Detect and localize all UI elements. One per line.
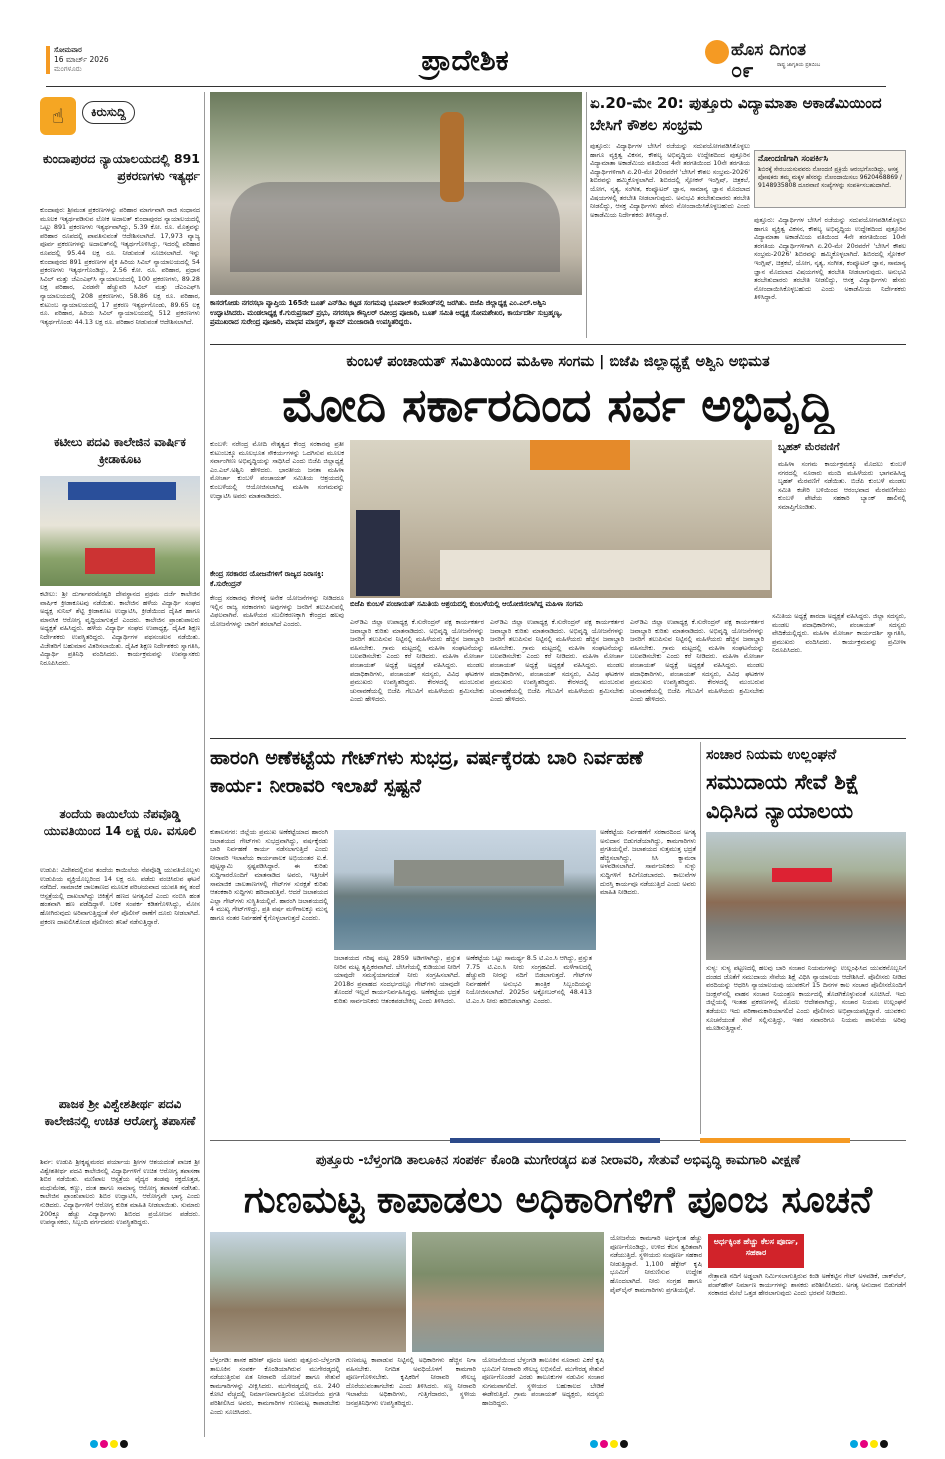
day-label: ಸೋಮವಾರ bbox=[54, 46, 82, 54]
top-meeting-photo bbox=[210, 92, 582, 295]
brand-logo bbox=[705, 40, 885, 84]
main-body-right: ಸಮಿತಿಯ ಅಧ್ಯಕ್ಷೆ ಶಾರದಾ ಅಧ್ಯಕ್ಷತೆ ವಹಿಸಿದ್ದರು. ಜಿಲ್ಲಾ ಸದಸ್ಯರು, ಮಂಡಲ ಪದಾಧಿಕಾರಿಗಳು, ಪಂಚಾಯತ್ ಸದಸ್ಯರು ವೇದಿಕೆಯಲ್ಲಿದ್ದರು. ಮಹಿಳಾ ಮೋರ್ಚಾ ಕಾರ್ಯದರ್ಶಿ ಸ್ವಾಗತಿಸಿ, ಪ್ರಮುಖರು ವಂದಿಸಿದರು. ಕಾರ್ಯಕ್ರಮವನ್ನು ಪ್ರಮೀಳಾ ನಿರೂಪಿಸಿದರು. bbox=[772, 612, 906, 655]
vidyamata-body-1: ಪುತ್ತೂರು: ವಿದ್ಯಾರ್ಥಿಗಳ ಬೇಸಿಗೆ ರಜೆಯನ್ನು ಸದುಪಯೋಗಪಡಿಸಿಕೊಳ್ಳಲು ಹಾಗೂ ವ್ಯಕ್ತಿತ್ವ ವಿಕಸನ, ಕೌಶಲ್ಯ ಅಭಿವೃದ್ಧಿಯ ಉದ್ದೇಶದಿಂದ ಪುತ್ತೂರಿನ ವಿದ್ಯಾಮಾತಾ ಅಕಾಡೆಮಿಯ ವತಿಯಿಂದ 4ನೇ ತರಗತಿಯಿಂದ 10ನೇ ತರಗತಿಯ ವಿದ್ಯಾರ್ಥಿಗಳಿಗಾಗಿ ಏ.20-ಮೇ 20ರವರೆಗೆ 'ಬೇಸಿಗೆ ಕೌಶಲ ಸಂಭ್ರಮ-2026' ಶಿಬಿರವನ್ನು ಹಮ್ಮಿಕೊಳ್ಳಲಾಗಿದೆ. ಶಿಬಿರದಲ್ಲಿ ಸ್ಪೋಕನ್ ಇಂಗ್ಲಿಷ್, ಚಿತ್ರಕಲೆ, ಯೋಗ, ನೃತ್ಯ, ಸಂಗೀತ, ಕಂಪ್ಯೂಟರ್ ಜ್ಞಾನ, ಸಾಮಾನ್ಯ ಜ್ಞಾನ ಮೊದಲಾದ ವಿಷಯಗಳಲ್ಲಿ ತರಬೇತಿ ನೀಡಲಾಗುವುದು. ಅನುಭವಿ ತರಬೇತುದಾರರು ತರಬೇತಿ ನೀಡಲಿದ್ದು, ಆಸಕ್ತ ವಿದ್ಯಾರ್ಥಿಗಳು ಹೆಸರು ನೋಂದಾಯಿಸಿಕೊಳ್ಳಬಹುದು ಎಂದು ಅಕಾಡೆಮಿಯ ನಿರ್ದೇಶಕರು ತಿಳಿಸಿದ್ದಾರೆ. bbox=[590, 142, 750, 219]
bottom-headline: ಗುಣಮಟ್ಟ ಕಾಪಾಡಲು ಅಧಿಕಾರಿಗಳಿಗೆ ಪೂಂಜ ಸೂಚನೆ bbox=[243, 1178, 873, 1221]
shop-sign-shape bbox=[772, 868, 832, 882]
stage-table-shape bbox=[440, 550, 770, 590]
dot-black bbox=[120, 1440, 128, 1448]
contact-heading: ನೋಂದಣಿಗಾಗಿ ಸಂಪರ್ಕಿಸಿ bbox=[758, 154, 829, 164]
dot-black bbox=[620, 1440, 628, 1448]
mahila-photo-caption: ಬಿಜೆಪಿ ಕುಂಬಳೆ ಪಂಚಾಯತ್ ಸಮಿತಿಯ ಆಶ್ರಯದಲ್ಲಿ ಕುಂಬಳೆಯಲ್ಲಿ ಆಯೋಜಿಸಲಾಗಿದ್ದ ಮಹಿಳಾ ಸಂಗಮ bbox=[350, 600, 583, 608]
dam-body-2: ಜಲಾಶಯದ ಗರಿಷ್ಠ ಮಟ್ಟ 2859 ಅಡಿಗಳಾಗಿದ್ದು, ಪ್ರಸ್ತುತ ನೀರಿನ ಮಟ್ಟ ತೃಪ್ತಿಕರವಾಗಿದೆ. ಬೇಸಿಗೆಯಲ್ಲಿ ಕುಡಿಯುವ ನೀರಿಗೆ ಯಾವುದೇ ಸಮಸ್ಯೆಯಾಗದಂತೆ ನೀರು ಸಂಗ್ರಹಿಸಲಾಗಿದೆ. 2018ರ ಪ್ರವಾಹದ ಸಂದರ್ಭದಲ್ಲೂ ಗೇಟ್‌ಗಳು ಯಾವುದೇ ತೊಂದರೆ ಇಲ್ಲದೆ ಕಾರ್ಯನಿರ್ವಹಿಸಿದ್ದವು. ಅಣೆಕಟ್ಟೆಯ ಭದ್ರತೆ ಕುರಿತು ಸಾರ್ವಜನಿಕರು ಆತಂಕಪಡಬೇಕಿಲ್ಲ ಎಂದು ತಿಳಿಸಿದರು. bbox=[334, 954, 460, 1005]
procession-body: ಮಹಿಳಾ ಸಂಗಮ ಕಾರ್ಯಕ್ರಮಕ್ಕೂ ಮೊದಲು ಕುಂಬಳೆ ನಗರದಲ್ಲಿ ನೂರಾರು ಮಂದಿ ಮಹಿಳೆಯರು ಭಾಗವಹಿಸಿದ್ದ ಬೃಹತ್ ಮೆರವಣಿಗೆ ನಡೆಯಿತು. ಬಿಜೆಪಿ ಕುಂಬಳೆ ಮಂಡಲ ಸಮಿತಿ ಕಚೇರಿ ಬಳಿಯಿಂದ ಆರಂಭವಾದ ಮೆರವಣಿಗೆಯು ಕುಂಬಳೆ ಪೇಟೆಯ ಸಹಕಾರಿ ಬ್ಯಾಂಕ್ ಹಾಲಿನಲ್ಲಿ ಸಮಾಪ್ತಿಗೊಂಡಿತು. bbox=[778, 460, 906, 511]
dot-cyan bbox=[590, 1440, 598, 1448]
dot-magenta bbox=[100, 1440, 108, 1448]
bottom-rule-accent bbox=[210, 1138, 906, 1144]
court-body: ಸುಳ್ಯ: ಸುಳ್ಯ ಪಟ್ಟಣದಲ್ಲಿ ಹಲವು ಬಾರಿ ಸಂಚಾರ ನಿಯಮಗಳನ್ನು ಉಲ್ಲಂಘಿಸಿದ ಯುವಕನೊಬ್ಬನಿಗೆ ದಂಡದ ಜೊತೆಗೆ ಸಮುದಾಯ ಸೇವೆಯ ಶಿಕ್ಷೆ ವಿಧಿಸಿ ನ್ಯಾಯಾಲಯ ಆದೇಶಿಸಿದೆ. ಪೊಲೀಸರು ನೀಡಿದ ವರದಿಯನ್ನು ಆಧರಿಸಿ ನ್ಯಾಯಾಲಯವು ಯುವಕನಿಗೆ 15 ದಿನಗಳ ಕಾಲ ಸಂಚಾರ ಪೊಲೀಸರೊಂದಿಗೆ ಜಂಕ್ಷನ್‌ನಲ್ಲಿ ವಾಹನ ಸಂಚಾರ ನಿಯಂತ್ರಣ ಕಾರ್ಯದಲ್ಲಿ ತೊಡಗಿಕೊಳ್ಳುವಂತೆ ಸೂಚಿಸಿದೆ. ಇದು ಜಿಲ್ಲೆಯಲ್ಲಿ ಇಂತಹ ಪ್ರಕರಣಗಳಲ್ಲಿ ಮೊದಲ ಆದೇಶವಾಗಿದ್ದು, ಸಂಚಾರ ನಿಯಮ ಉಲ್ಲಂಘನೆ ತಡೆಯಲು ಇದು ಪರಿಣಾಮಕಾರಿಯಾಗಲಿದೆ ಎಂದು ಪೊಲೀಸರು ಅಭಿಪ್ರಾಯಪಟ್ಟಿದ್ದಾರೆ. ಯುವಕನು ಸೂಚನೆಯಂತೆ ಸೇವೆ ಸಲ್ಲಿಸುತ್ತಿದ್ದು, ಇತರ ಸವಾರರಿಗೂ ನಿಯಮ ಪಾಲನೆಯ ಅರಿವು ಮೂಡಿಸುತ್ತಿದ್ದಾನೆ. bbox=[706, 964, 906, 1033]
registration-dots bbox=[90, 1440, 130, 1450]
dot-yellow bbox=[110, 1440, 118, 1448]
pointing-hand-icon: ☝ bbox=[40, 97, 76, 135]
section-title: ಪ್ರಾದೇಶಿಕ bbox=[421, 43, 509, 77]
dot-yellow bbox=[870, 1440, 878, 1448]
mid-rule-2 bbox=[210, 738, 906, 739]
story-kateel-headline: ಕಟೀಲು ಪದವಿ ಕಾಲೇಜಿನ ವಾರ್ಷಿಕ ಕ್ರೀಡಾಕೂಟ bbox=[54, 435, 186, 466]
left-column-divider bbox=[204, 92, 205, 1437]
bottom-body-5: ನೇತ್ರಾವತಿ ನದಿಗೆ ಅಡ್ಡಲಾಗಿ ನಿರ್ಮಿಸಲಾಗುತ್ತಿರುವ ಕಿಂಡಿ ಅಣೆಕಟ್ಟಿನ ಗೇಟ್ ಅಳವಡಿಕೆ, ಜಾಕ್‌ವೆಲ್, ಪಂಪ್‌ಹೌಸ್ ನಿರ್ಮಾಣ ಕಾರ್ಯಗಳನ್ನು ಶಾಸಕರು ಪರಿಶೀಲಿಸಿದರು. ಅಗತ್ಯ ಅನುದಾನ ಬಿಡುಗಡೆಗೆ ಸರಕಾರದ ಮೇಲೆ ಒತ್ತಡ ಹೇರಲಾಗುವುದು ಎಂದು ಭರವಸೆ ನೀಡಿದರು. bbox=[708, 1272, 906, 1298]
traffic-photo bbox=[706, 832, 906, 960]
mahila-sangama-photo bbox=[350, 440, 772, 598]
main-body-col-2: ಎನ್‌ಡಿಎ ಜಿಲ್ಲಾ ಉಪಾಧ್ಯಕ್ಷ ಕೆ.ಸುರೇಂದ್ರನ್ ಪಕ್ಷ ಕಾರ್ಯಕರ್ತರ ಜವಾಬ್ದಾರಿ ಕುರಿತು ಮಾತನಾಡಿದರು. ಅಭಿವೃದ್ಧಿ ಯೋಜನೆಗಳನ್ನು ಜನರಿಗೆ ತಲುಪಿಸುವ ನಿಟ್ಟಿನಲ್ಲಿ ಮಹಿಳೆಯರು ಹೆಚ್ಚಿನ ಜವಾಬ್ದಾರಿ ವಹಿಸಬೇಕು. ಗ್ರಾಮ ಮಟ್ಟದಲ್ಲಿ ಮಹಿಳಾ ಸಂಘಟನೆಯನ್ನು ಬಲಪಡಿಸಬೇಕು ಎಂದು ಕರೆ ನೀಡಿದರು. ಮಹಿಳಾ ಮೋರ್ಚಾ ಪಂಚಾಯತ್ ಅಧ್ಯಕ್ಷೆ ಅಧ್ಯಕ್ಷತೆ ವಹಿಸಿದ್ದರು. ಮಂಡಲ ಪದಾಧಿಕಾರಿಗಳು, ಪಂಚಾಯತ್ ಸದಸ್ಯರು, ವಿವಿಧ ಘಟಕಗಳ ಪ್ರಮುಖರು ಉಪಸ್ಥಿತರಿದ್ದರು. ಕೇರಳದಲ್ಲಿ ಮುಂಬರುವ ಚುನಾವಣೆಯಲ್ಲಿ ಬಿಜೆಪಿ ಗೆಲುವಿಗೆ ಮಹಿಳೆಯರು ಶ್ರಮಿಸಬೇಕು ಎಂದು ಹೇಳಿದರು. bbox=[490, 618, 624, 704]
contact-box bbox=[754, 150, 906, 208]
vidyamata-headline: ಏ.20-ಮೇ 20: ಪುತ್ತೂರು ವಿದ್ಯಾಮಾತಾ ಅಕಾಡೆಮಿಯಿಂದ ಬೇಸಿಗೆ ಕೌಶಲ ಸಂಭ್ರಮ bbox=[590, 94, 882, 134]
procession-heading: ಬೃಹತ್ ಮೆರವಣಿಗೆ bbox=[778, 442, 840, 453]
box-heading: ಅರ್ಧಕ್ಕಿಂತ ಹೆಚ್ಚು ಕೆಲಸ ಪೂರ್ಣ, ಸಹಕಾರ bbox=[708, 1234, 804, 1268]
photo-crowd-shape bbox=[230, 182, 560, 272]
kirusuddi-label: ಕಿರುಸುದ್ದಿ bbox=[82, 101, 135, 124]
page-number: ೦೯ bbox=[731, 58, 754, 82]
contact-body: ಶಿಬಿರಕ್ಕೆ ಸೇರಬಯಸುವವರು ನೋಂದಣಿ ಪ್ರಕ್ರಿಯೆ ಆರಂಭಗೊಂಡಿದ್ದು, ಆಸಕ್ತ ಪೋಷಕರು ತಮ್ಮ ಮಕ್ಕಳ ಹೆಸರನ್ನು ನೋಂದಾಯಿಸಲು 9620468869 / 9148935808 ದೂರವಾಣಿ ಸಂಖ್ಯೆಗಳನ್ನು ಸಂಪರ್ಕಿಸಬಹುದಾಗಿದೆ. bbox=[758, 166, 902, 189]
dot-magenta bbox=[860, 1440, 868, 1448]
brand-name: ಹೊಸ ದಿಗಂತ bbox=[731, 40, 806, 60]
brand-circle-icon bbox=[705, 40, 729, 64]
sports-photo bbox=[40, 476, 200, 586]
dam-court-divider bbox=[700, 742, 701, 1134]
dam-headline: ಹಾರಂಗಿ ಅಣೆಕಟ್ಟೆಯ ಗೇಟ್‌ಗಳು ಸುಭದ್ರ, ವರ್ಷಕ್ಕೆರಡು ಬಾರಿ ನಿರ್ವಹಣೆ ಕಾರ್ಯ: ನೀರಾವರಿ ಇಲಾಖೆ ಸ್ಪಷ್ಟನೆ bbox=[210, 747, 644, 797]
story-kateel-body: ಕಟೀಲು: ಶ್ರೀ ದುರ್ಗಾಪರಮೇಶ್ವರಿ ದೇವಸ್ಥಾನದ ಪ್ರಥಮ ದರ್ಜೆ ಕಾಲೇಜಿನ ವಾರ್ಷಿಕ ಕ್ರೀಡಾಕೂಟವು ನಡೆಯಿತು. ಕಾಲೇಜಿನ ಹಳೆಯ ವಿದ್ಯಾರ್ಥಿ ಸಂಘದ ಅಧ್ಯಕ್ಷ ಸುನಿಲ್ ಶೆಟ್ಟಿ ಕ್ರೀಡಾಕೂಟ ಉದ್ಘಾಟಿಸಿ, ಕ್ರೀಡೆಯಿಂದ ದೈಹಿಕ ಹಾಗೂ ಮಾನಸಿಕ ಆರೋಗ್ಯ ವೃದ್ಧಿಯಾಗುತ್ತದೆ ಎಂದರು. ಕಾಲೇಜಿನ ಪ್ರಾಂಶುಪಾಲರು ಅಧ್ಯಕ್ಷತೆ ವಹಿಸಿದ್ದರು. ಹಳೆಯ ವಿದ್ಯಾರ್ಥಿ ಸಂಘದ ಉಪಾಧ್ಯಕ್ಷ, ದೈಹಿಕ ಶಿಕ್ಷಣ ನಿರ್ದೇಶಕರು ಉಪಸ್ಥಿತರಿದ್ದರು. ವಿದ್ಯಾರ್ಥಿಗಳ ಪಥಸಂಚಲನ ನಡೆಯಿತು. ವಿಜೇತರಿಗೆ ಬಹುಮಾನ ವಿತರಿಸಲಾಯಿತು. ದೈಹಿಕ ಶಿಕ್ಷಣ ನಿರ್ದೇಶಕರು ಸ್ವಾಗತಿಸಿ, ವಿದ್ಯಾರ್ಥಿ ಪ್ರತಿನಿಧಿ ವಂದಿಸಿದರು. ಕಾರ್ಯಕ್ರಮವನ್ನು ಉಪನ್ಯಾಸಕರು ನಿರೂಪಿಸಿದರು. bbox=[40, 590, 200, 667]
mid-rule-1 bbox=[210, 344, 906, 345]
bottom-body-4: ಯೋಜನೆಯ ಕಾಮಗಾರಿ ಅರ್ಧಕ್ಕಿಂತ ಹೆಚ್ಚು ಪೂರ್ಣಗೊಂಡಿದ್ದು, ಉಳಿದ ಕೆಲಸ ತ್ವರಿತವಾಗಿ ನಡೆಯುತ್ತಿದೆ. ಸ್ಥಳೀಯರು ಸಂಪೂರ್ಣ ಸಹಕಾರ ನೀಡುತ್ತಿದ್ದಾರೆ. 1,100 ಹೆಕ್ಟೇರ್ ಕೃಷಿ ಭೂಮಿಗೆ ನೀರುಣಿಸುವ ಉದ್ದೇಶ ಹೊಂದಲಾಗಿದೆ. ನೀರು ಸಂಗ್ರಹ ಹಾಗೂ ಪೈಪ್‌ಲೈನ್ ಕಾಮಗಾರಿಗಳು ಪ್ರಗತಿಯಲ್ಲಿವೆ. bbox=[610, 1234, 702, 1294]
date-box bbox=[46, 46, 136, 74]
bottom-body-2: ಗುಣಮಟ್ಟ ಕಾಪಾಡುವ ನಿಟ್ಟಿನಲ್ಲಿ ಅಧಿಕಾರಿಗಳು ಹೆಚ್ಚಿನ ನಿಗಾ ವಹಿಸಬೇಕು. ನಿಗದಿತ ಅವಧಿಯೊಳಗೆ ಕಾಮಗಾರಿ ಪೂರ್ಣಗೊಳಿಸಬೇಕು. ಕೃಷಿಕರಿಗೆ ನೀರಾವರಿ ಸೌಲಭ್ಯ ದೊರೆಯುವಂತಾಗಬೇಕು ಎಂದು ತಿಳಿಸಿದರು. ಸಣ್ಣ ನೀರಾವರಿ ಇಲಾಖೆಯ ಅಧಿಕಾರಿಗಳು, ಗುತ್ತಿಗೆದಾರರು, ಸ್ಥಳೀಯ ಜನಪ್ರತಿನಿಧಿಗಳು ಉಪಸ್ಥಿತರಿದ್ದರು. bbox=[346, 1356, 476, 1407]
dam-body-4: ಅಣೆಕಟ್ಟೆಯ ನಿರ್ವಹಣೆಗೆ ಸರಕಾರದಿಂದ ಅಗತ್ಯ ಅನುದಾನ ಬಿಡುಗಡೆಯಾಗಿದ್ದು, ಕಾಮಗಾರಿಗಳು ಪ್ರಗತಿಯಲ್ಲಿವೆ. ಜಲಾಶಯದ ಸುತ್ತಮುತ್ತ ಭದ್ರತೆ ಹೆಚ್ಚಿಸಲಾಗಿದ್ದು, ಸಿಸಿ ಕ್ಯಾಮರಾ ಅಳವಡಿಸಲಾಗಿದೆ. ಸಾರ್ವಜನಿಕರು ಸುಳ್ಳು ಸುದ್ದಿಗಳಿಗೆ ಕಿವಿಗೊಡಬಾರದು. ಕಾಲುವೆಗಳ ದುರಸ್ತಿ ಕಾರ್ಯವೂ ನಡೆಯುತ್ತಿದೆ ಎಂದು ಅವರು ಮಾಹಿತಿ ನೀಡಿದರು. bbox=[600, 828, 696, 897]
masthead bbox=[0, 0, 945, 88]
inspection-photo-1 bbox=[210, 1232, 406, 1352]
main-headline: ಮೋದಿ ಸರ್ಕಾರದಿಂದ ಸರ್ವ ಅಭಿವೃದ್ಧಿ bbox=[282, 378, 834, 432]
podium-photo-shape bbox=[356, 510, 400, 596]
story-pajaka-body: ಶಿರ್ವ: ಉಡುಪಿ ಶ್ರೀಕೃಷ್ಣಮಠದ ಪರ್ಯಾಯ ಶ್ರೀಗಳ ಆಶಯದಂತೆ ಪಾಜಕ ಶ್ರೀ ವಿಶ್ವೇಶತೀರ್ಥ ಪದವಿ ಕಾಲೇಜಿನಲ್ಲಿ ವಿದ್ಯಾರ್ಥಿಗಳಿಗೆ ಉಚಿತ ಆರೋಗ್ಯ ತಪಾಸಣಾ ಶಿಬಿರ ನಡೆಯಿತು. ಮಣಿಪಾಲ ಆಸ್ಪತ್ರೆಯ ವೈದ್ಯರ ತಂಡವು ರಕ್ತದೊತ್ತಡ, ಮಧುಮೇಹ, ಕಣ್ಣು, ದಂತ ಹಾಗೂ ಸಾಮಾನ್ಯ ಆರೋಗ್ಯ ತಪಾಸಣೆ ನಡೆಸಿತು. ಕಾಲೇಜಿನ ಪ್ರಾಂಶುಪಾಲರು ಶಿಬಿರ ಉದ್ಘಾಟಿಸಿ, ಆರೋಗ್ಯವೇ ಭಾಗ್ಯ ಎಂದು ನುಡಿದರು. ವಿದ್ಯಾರ್ಥಿಗಳಿಗೆ ಆರೋಗ್ಯ ಕುರಿತ ಮಾಹಿತಿ ನೀಡಲಾಯಿತು. ಸುಮಾರು 200ಕ್ಕೂ ಹೆಚ್ಚು ವಿದ್ಯಾರ್ಥಿಗಳು ಶಿಬಿರದ ಪ್ರಯೋಜನ ಪಡೆದರು. ಉಪನ್ಯಾಸಕರು, ಸಿಬ್ಬಂದಿ ವರ್ಗದವರು ಉಪಸ್ಥಿತರಿದ್ದರು. bbox=[40, 1158, 200, 1227]
top-photo-caption: ಕಾಸರಗೋಡು ನಗರಸಭಾ ವ್ಯಾಪ್ತಿಯ 165ನೇ ಬೂತ್ ಎನ್‌ಡಿಎ ಕಟ್ಟಡ ಸಂಗಮವು ಭೂಪಾಲ್ ಕಂಪೌಂಡ್‌ನಲ್ಲಿ ಜರಗಿತು. ಬಿಜೆಪಿ ಜಿಲ್ಲಾಧ್ಯಕ್ಷ ಎಂ.ಎಲ್.ಅಶ್ವಿನಿ ಉದ್ಘಾಟಿಸಿದರು. ಮಂಡಲಾಧ್ಯಕ್ಷ ಕೆ.ಗುರುಪ್ರಸಾದ್ ಪ್ರಭು, ನಗರಸಭಾ ಕೌನ್ಸಿಲರ್ ರವೀಂದ್ರ ಪೂಜಾರಿ, ಬೂತ್ ಸಮಿತಿ ಅಧ್ಯಕ್ಷ ಸೋಮಶೇಖರ, ಕಾರ್ಯದರ್ಶಿ ಸುಬ್ರಹ್ಮಣ್ಯ, ಪ್ರಮುಖರಾದ ಸುರೇಂದ್ರ ಪೂಜಾರಿ, ಮಾಧವ ಮಾಸ್ತರ್, ಶ್ಯಾಮ್ ಮಂಜಾರಾಡಿ ಉಪಸ್ಥಿತರಿದ್ದರು. bbox=[210, 299, 563, 326]
story-kundapura-headline: ಕುಂದಾಪುರದ ನ್ಯಾಯಾಲಯದಲ್ಲಿ 891 ಪ್ರಕರಣಗಳು ಇತ್ಯರ್ಥ bbox=[42, 151, 200, 183]
vidyamata-body-2: ಪುತ್ತೂರು: ವಿದ್ಯಾರ್ಥಿಗಳ ಬೇಸಿಗೆ ರಜೆಯನ್ನು ಸದುಪಯೋಗಪಡಿಸಿಕೊಳ್ಳಲು ಹಾಗೂ ವ್ಯಕ್ತಿತ್ವ ವಿಕಸನ, ಕೌಶಲ್ಯ ಅಭಿವೃದ್ಧಿಯ ಉದ್ದೇಶದಿಂದ ಪುತ್ತೂರಿನ ವಿದ್ಯಾಮಾತಾ ಅಕಾಡೆಮಿಯ ವತಿಯಿಂದ 4ನೇ ತರಗತಿಯಿಂದ 10ನೇ ತರಗತಿಯ ವಿದ್ಯಾರ್ಥಿಗಳಿಗಾಗಿ ಏ.20-ಮೇ 20ರವರೆಗೆ 'ಬೇಸಿಗೆ ಕೌಶಲ ಸಂಭ್ರಮ-2026' ಶಿಬಿರವನ್ನು ಹಮ್ಮಿಕೊಳ್ಳಲಾಗಿದೆ. ಶಿಬಿರದಲ್ಲಿ ಸ್ಪೋಕನ್ ಇಂಗ್ಲಿಷ್, ಚಿತ್ರಕಲೆ, ಯೋಗ, ನೃತ್ಯ, ಸಂಗೀತ, ಕಂಪ್ಯೂಟರ್ ಜ್ಞಾನ, ಸಾಮಾನ್ಯ ಜ್ಞಾನ ಮೊದಲಾದ ವಿಷಯಗಳಲ್ಲಿ ತರಬೇತಿ ನೀಡಲಾಗುವುದು. ಅನುಭವಿ ತರಬೇತುದಾರರು ತರಬೇತಿ ನೀಡಲಿದ್ದು, ಆಸಕ್ತ ವಿದ್ಯಾರ್ಥಿಗಳು ಹೆಸರು ನೋಂದಾಯಿಸಿಕೊಳ್ಳಬಹುದು ಎಂದು ಅಕಾಡೆಮಿಯ ನಿರ್ದೇಶಕರು ತಿಳಿಸಿದ್ದಾರೆ. bbox=[754, 216, 906, 302]
photo-speaker-shape bbox=[440, 112, 464, 202]
box-heading-strip bbox=[708, 1234, 906, 1268]
inspection-photo-2 bbox=[412, 1232, 604, 1352]
kirusuddi-badge bbox=[40, 95, 190, 137]
main-body-col-1: ಎನ್‌ಡಿಎ ಜಿಲ್ಲಾ ಉಪಾಧ್ಯಕ್ಷ ಕೆ.ಸುರೇಂದ್ರನ್ ಪಕ್ಷ ಕಾರ್ಯಕರ್ತರ ಜವಾಬ್ದಾರಿ ಕುರಿತು ಮಾತನಾಡಿದರು. ಅಭಿವೃದ್ಧಿ ಯೋಜನೆಗಳನ್ನು ಜನರಿಗೆ ತಲುಪಿಸುವ ನಿಟ್ಟಿನಲ್ಲಿ ಮಹಿಳೆಯರು ಹೆಚ್ಚಿನ ಜವಾಬ್ದಾರಿ ವಹಿಸಬೇಕು. ಗ್ರಾಮ ಮಟ್ಟದಲ್ಲಿ ಮಹಿಳಾ ಸಂಘಟನೆಯನ್ನು ಬಲಪಡಿಸಬೇಕು ಎಂದು ಕರೆ ನೀಡಿದರು. ಮಹಿಳಾ ಮೋರ್ಚಾ ಪಂಚಾಯತ್ ಅಧ್ಯಕ್ಷೆ ಅಧ್ಯಕ್ಷತೆ ವಹಿಸಿದ್ದರು. ಮಂಡಲ ಪದಾಧಿಕಾರಿಗಳು, ಪಂಚಾಯತ್ ಸದಸ್ಯರು, ವಿವಿಧ ಘಟಕಗಳ ಪ್ರಮುಖರು ಉಪಸ್ಥಿತರಿದ್ದರು. ಕೇರಳದಲ್ಲಿ ಮುಂಬರುವ ಚುನಾವಣೆಯಲ್ಲಿ ಬಿಜೆಪಿ ಗೆಲುವಿಗೆ ಮಹಿಳೆಯರು ಶ್ರಮಿಸಬೇಕು ಎಂದು ಹೇಳಿದರು. bbox=[350, 618, 484, 704]
date-label: 16 ಮಾರ್ಚ್ 2026 bbox=[54, 55, 109, 64]
dot-cyan bbox=[90, 1440, 98, 1448]
story-udupi-headline: ತಂದೆಯ ಕಾಯಿಲೆಯ ನೆಪವೊಡ್ಡಿ ಯುವತಿಯಿಂದ 14 ಲಕ್ಷ ರೂ. ವಸೂಲಿ bbox=[43, 807, 197, 838]
header-rule bbox=[46, 86, 886, 87]
bottom-body-1: ಬೆಳ್ತಂಗಡಿ: ಶಾಸಕ ಹರೀಶ್ ಪೂಂಜ ಅವರು ಪುತ್ತೂರು-ಬೆಳ್ತಂಗಡಿ ತಾಲೂಕಿನ ಸಂಪರ್ಕ ಕೊಂಡಿಯಾಗಿರುವ ಮುಗೇರಡ್ಕದಲ್ಲಿ ನಡೆಯುತ್ತಿರುವ ಏತ ನೀರಾವರಿ ಯೋಜನೆ ಹಾಗೂ ಸೇತುವೆ ಕಾಮಗಾರಿಗಳನ್ನು ವೀಕ್ಷಿಸಿದರು. ಮುಗೇರಡ್ಕದಲ್ಲಿ ರೂ. 240 ಕೋಟಿ ವೆಚ್ಚದಲ್ಲಿ ನಿರ್ಮಾಣವಾಗುತ್ತಿರುವ ಯೋಜನೆಯ ಪ್ರಗತಿ ಪರಿಶೀಲಿಸಿದ ಅವರು, ಕಾಮಗಾರಿಗಳ ಗುಣಮಟ್ಟ ಕಾಪಾಡಬೇಕು ಎಂದು ಸೂಚಿಸಿದರು. bbox=[210, 1356, 340, 1416]
banner-photo-shape bbox=[530, 440, 630, 470]
main-body-left: ಕುಂಬಳೆ: ನರೇಂದ್ರ ಮೋದಿ ನೇತೃತ್ವದ ಕೇಂದ್ರ ಸರಕಾರವು ಪ್ರತೀ ಕುಟುಂಬಕ್ಕೂ ಮೂಲಭೂತ ಸೌಕರ್ಯಗಳನ್ನು ಒದಗಿಸುವ ಮೂಲಕ ಸರ್ವಾಂಗೀಣ ಅಭಿವೃದ್ಧಿಯನ್ನು ಸಾಧಿಸಿದೆ ಎಂದು ಬಿಜೆಪಿ ಜಿಲ್ಲಾಧ್ಯಕ್ಷೆ ಎಂ.ಎಲ್.ಅಶ್ವಿನಿ ಹೇಳಿದರು. ಭಾರತೀಯ ಜನತಾ ಮಹಿಳಾ ಮೋರ್ಚಾ ಕುಂಬಳೆ ಪಂಚಾಯತ್ ಸಮಿತಿಯ ಆಶ್ರಯದಲ್ಲಿ ಕುಂಬಳೆಯಲ್ಲಿ ಆಯೋಜಿಸಲಾಗಿದ್ದ ಮಹಿಳಾ ಸಂಗಮವನ್ನು ಉದ್ಘಾಟಿಸಿ ಅವರು ಮಾತನಾಡಿದರು. bbox=[210, 440, 344, 500]
accent-bar-blue bbox=[450, 1138, 660, 1143]
podium-shape bbox=[85, 548, 155, 574]
story-kundapura-body: ಕುಂದಾಪುರ: ಶ್ರೀಮಂತ ಪ್ರಕರಣಗಳನ್ನು ಪರಿಹಾರ ಮಾರ್ಗವಾಗಿ ರಾಜಿ ಸಂಧಾನದ ಮೂಲಕ ಇತ್ಯರ್ಥಪಡಿಸುವ ಲೋಕ ಅದಾಲತ್ ಕುಂದಾಪುರದ ನ್ಯಾಯಾಲಯದಲ್ಲಿ ಒಟ್ಟು 891 ಪ್ರಕರಣಗಳು ಇತ್ಯರ್ಥವಾಗಿದ್ದು, 5.39 ಕೋ. ರೂ. ಮೊತ್ತವನ್ನು ಪರಿಹಾರ ರೂಪದಲ್ಲಿ ಪಾವತಿಸುವಂತೆ ಆದೇಶಿಸಲಾಗಿದೆ. 17,973 ವ್ಯಾಜ್ಯ ಪೂರ್ವ ಪ್ರಕರಣಗಳನ್ನು ಅದಾಲತ್‌ನಲ್ಲಿ ಇತ್ಯರ್ಥಗೊಳಿಸಿದ್ದು, ಇದರಲ್ಲಿ ಪರಿಹಾರ ರೂಪದಲ್ಲಿ 95.44 ಲಕ್ಷ ರೂ. ನೀಡುವಂತೆ ಸೂಚಿಸಲಾಗಿದೆ. ಇನ್ನು ಕುಂದಾಪುರದ 891 ಪ್ರಕರಣಗಳ ಪೈಕಿ ಹಿರಿಯ ಸಿವಿಲ್ ನ್ಯಾಯಾಲಯದಲ್ಲಿ 54 ಪ್ರಕರಣಗಳು ಇತ್ಯರ್ಥಗೊಂಡಿದ್ದು, 2.56 ಕೋ. ರೂ. ಪರಿಹಾರ, ಪ್ರಧಾನ ಸಿವಿಲ್ ಮತ್ತು ಜೆಎಂಎಫ್‌ಸಿ ನ್ಯಾಯಾಲಯದಲ್ಲಿ 100 ಪ್ರಕರಣಗಳು, 89.28 ಲಕ್ಷ ಪರಿಹಾರ, ಎರಡನೇ ಹೆಚ್ಚುವರಿ ಸಿವಿಲ್ ಮತ್ತು ಜೆಎಂಎಫ್‌ಸಿ ನ್ಯಾಯಾಲಯದಲ್ಲಿ 208 ಪ್ರಕರಣಗಳು, 58.86 ಲಕ್ಷ ರೂ. ಪರಿಹಾರ, ಕುಟುಂಬ ನ್ಯಾಯಾಲಯದಲ್ಲಿ 17 ಪ್ರಕರಣ ಇತ್ಯರ್ಥಗೊಂಡು, 89.65 ಲಕ್ಷ ರೂ. ಪರಿಹಾರ, ಹಿರಿಯ ಸಿವಿಲ್ ನ್ಯಾಯಾಲಯದಲ್ಲಿ 512 ಪ್ರಕರಣಗಳು ಇತ್ಯರ್ಥಗೊಂಡು 44.13 ಲಕ್ಷ ರೂ. ಪರಿಹಾರ ನೀಡುವಂತೆ ಆದೇಶಿಸಲಾಗಿದೆ. bbox=[40, 206, 200, 326]
bottom-body-3: ಯೋಜನೆಯಿಂದ ಬೆಳ್ತಂಗಡಿ ತಾಲೂಕಿನ ನೂರಾರು ಎಕರೆ ಕೃಷಿ ಭೂಮಿಗೆ ನೀರಾವರಿ ಸೌಲಭ್ಯ ಲಭಿಸಲಿದೆ. ಮುಗೇರಡ್ಕ ಸೇತುವೆ ಪೂರ್ಣಗೊಂಡರೆ ಎರಡು ತಾಲೂಕುಗಳ ನಡುವಿನ ಸಂಚಾರ ಸುಗಮವಾಗಲಿದೆ. ಸ್ಥಳೀಯರ ಬಹುಕಾಲದ ಬೇಡಿಕೆ ಈಡೇರುತ್ತಿದೆ. ಗ್ರಾಮ ಪಂಚಾಯತ್ ಅಧ್ಯಕ್ಷರು, ಸದಸ್ಯರು ಹಾಜರಿದ್ದರು. bbox=[482, 1356, 604, 1407]
story-udupi-body: ಉಡುಪಿ: ವಿದೇಶದಲ್ಲಿರುವ ತಂದೆಯ ಕಾಯಿಲೆಯ ನೆಪವೊಡ್ಡಿ ಯುವತಿಯೊಬ್ಬಳು ಉಡುಪಿಯ ವ್ಯಕ್ತಿಯೊಬ್ಬರಿಂದ 14 ಲಕ್ಷ ರೂ. ಪಡೆದು ವಂಚಿಸಿರುವ ಘಟನೆ ನಡೆದಿದೆ. ಸಾಮಾಜಿಕ ಜಾಲತಾಣದ ಮೂಲಕ ಪರಿಚಯವಾದ ಯುವತಿ ತನ್ನ ತಂದೆ ಆಸ್ಪತ್ರೆಯಲ್ಲಿ ದಾಖಲಾಗಿದ್ದು ಚಿಕಿತ್ಸೆಗೆ ಹಣದ ಅಗತ್ಯವಿದೆ ಎಂದು ನಂಬಿಸಿ ಹಂತ ಹಂತವಾಗಿ ಹಣ ಪಡೆದಿದ್ದಾಳೆ. ಬಳಿಕ ಸಂಪರ್ಕ ಕಡಿತಗೊಳಿಸಿದ್ದು, ಮೋಸ ಹೋಗಿರುವುದು ಅರಿವಾಗುತ್ತಿದ್ದಂತೆ ಸೆನ್ ಪೊಲೀಸ್ ಠಾಣೆಗೆ ದೂರು ನೀಡಲಾಗಿದೆ. ಪ್ರಕರಣ ದಾಖಲಿಸಿಕೊಂಡ ಪೊಲೀಸರು ತನಿಖೆ ನಡೆಸುತ್ತಿದ್ದಾರೆ. bbox=[40, 866, 200, 926]
top-middle-divider bbox=[586, 92, 587, 338]
dam-body-1: ಕುಶಾಲನಗರ: ಜಿಲ್ಲೆಯ ಪ್ರಮುಖ ಅಣೆಕಟ್ಟೆಯಾದ ಹಾರಂಗಿ ಜಲಾಶಯದ ಗೇಟ್‌ಗಳು ಸುಭದ್ರವಾಗಿದ್ದು, ವರ್ಷಕ್ಕೆರಡು ಬಾರಿ ನಿರ್ವಹಣೆ ಕಾರ್ಯ ನಡೆಸಲಾಗುತ್ತಿದೆ ಎಂದು ನೀರಾವರಿ ಇಲಾಖೆಯ ಕಾರ್ಯಪಾಲಕ ಅಭಿಯಂತರ ಐ.ಕೆ. ಪುಟ್ಟಸ್ವಾಮಿ ಸ್ಪಷ್ಟಪಡಿಸಿದ್ದಾರೆ. ಈ ಕುರಿತು ಸುದ್ದಿಗಾರರೊಂದಿಗೆ ಮಾತನಾಡಿದ ಅವರು, ಇತ್ತೀಚೆಗೆ ಸಾಮಾಜಿಕ ಜಾಲತಾಣಗಳಲ್ಲಿ ಗೇಟ್‌ಗಳ ಸುರಕ್ಷತೆ ಕುರಿತು ಆತಂಕಕಾರಿ ಸುದ್ದಿಗಳು ಹರಿದಾಡುತ್ತಿವೆ. ಆದರೆ ಜಲಾಶಯದ ಎಲ್ಲಾ ಗೇಟ್‌ಗಳು ಸುಸ್ಥಿತಿಯಲ್ಲಿವೆ. ಹಾರಂಗಿ ಜಲಾಶಯದಲ್ಲಿ 4 ಮುಖ್ಯ ಗೇಟ್‌ಗಳಿದ್ದು, ಪ್ರತಿ ವರ್ಷ ಮಳೆಗಾಲಕ್ಕೂ ಮುನ್ನ ಹಾಗೂ ನಂತರ ನಿರ್ವಹಣೆ ಕೈಗೊಳ್ಳಲಾಗುತ್ತದೆ ಎಂದರು. bbox=[210, 828, 328, 922]
accent-bar-orange bbox=[700, 1138, 850, 1143]
story-pajaka-headline: ಪಾಜಕ ಶ್ರೀ ವಿಶ್ವೇಶತೀರ್ಥ ಪದವಿ ಕಾಲೇಜಿನಲ್ಲಿ ಉಚಿತ ಆರೋಗ್ಯ ತಪಾಸಣೆ bbox=[44, 1097, 196, 1128]
main-subhead-left: ಕೇಂದ್ರ ಸರಕಾರದ ಯೋಜನೆಗಳಿಗೆ ರಾಜ್ಯದ ನಿರಾಸಕ್ತಿ: ಕೆ.ಸುರೇಂದ್ರನ್ bbox=[210, 570, 324, 588]
bottom-kicker: ಪುತ್ತೂರು -ಬೆಳ್ತಂಗಡಿ ತಾಲೂಕಿನ ಸಂಪರ್ಕ ಕೊಂಡಿ ಮುಗೇರಡ್ಕದ ಏತ ನೀರಾವರಿ, ಸೇತುವೆ ಅಭಿವೃದ್ಧಿ ಕಾಮಗಾರಿ ವೀಕ್ಷಣೆ bbox=[315, 1153, 801, 1168]
city-label: ಮಂಗಳೂರು bbox=[54, 65, 82, 73]
dot-magenta bbox=[600, 1440, 608, 1448]
brand-tagline: ರಾಷ್ಟ್ರ ಜಾಗೃತಿಯ ಪ್ರತಿಬಿಂಬ bbox=[777, 62, 821, 68]
harangi-dam-photo bbox=[334, 830, 596, 950]
main-kicker: ಕುಂಬಳೆ ಪಂಚಾಯತ್ ಸಮಿತಿಯಿಂದ ಮಹಿಳಾ ಸಂಗಮ | ಬಿಜೆಪಿ ಜಿಲ್ಲಾಧ್ಯಕ್ಷೆ ಅಶ್ವಿನಿ ಅಭಿಮತ bbox=[346, 354, 770, 370]
main-body-col-3: ಎನ್‌ಡಿಎ ಜಿಲ್ಲಾ ಉಪಾಧ್ಯಕ್ಷ ಕೆ.ಸುರೇಂದ್ರನ್ ಪಕ್ಷ ಕಾರ್ಯಕರ್ತರ ಜವಾಬ್ದಾರಿ ಕುರಿತು ಮಾತನಾಡಿದರು. ಅಭಿವೃದ್ಧಿ ಯೋಜನೆಗಳನ್ನು ಜನರಿಗೆ ತಲುಪಿಸುವ ನಿಟ್ಟಿನಲ್ಲಿ ಮಹಿಳೆಯರು ಹೆಚ್ಚಿನ ಜವಾಬ್ದಾರಿ ವಹಿಸಬೇಕು. ಗ್ರಾಮ ಮಟ್ಟದಲ್ಲಿ ಮಹಿಳಾ ಸಂಘಟನೆಯನ್ನು ಬಲಪಡಿಸಬೇಕು ಎಂದು ಕರೆ ನೀಡಿದರು. ಮಹಿಳಾ ಮೋರ್ಚಾ ಪಂಚಾಯತ್ ಅಧ್ಯಕ್ಷೆ ಅಧ್ಯಕ್ಷತೆ ವಹಿಸಿದ್ದರು. ಮಂಡಲ ಪದಾಧಿಕಾರಿಗಳು, ಪಂಚಾಯತ್ ಸದಸ್ಯರು, ವಿವಿಧ ಘಟಕಗಳ ಪ್ರಮುಖರು ಉಪಸ್ಥಿತರಿದ್ದರು. ಕೇರಳದಲ್ಲಿ ಮುಂಬರುವ ಚುನಾವಣೆಯಲ್ಲಿ ಬಿಜೆಪಿ ಗೆಲುವಿಗೆ ಮಹಿಳೆಯರು ಶ್ರಮಿಸಬೇಕು ಎಂದು ಹೇಳಿದರು. bbox=[630, 618, 764, 704]
registration-dots-mid bbox=[590, 1440, 630, 1450]
court-kicker: ಸಂಚಾರ ನಿಯಮ ಉಲ್ಲಂಘನೆ bbox=[706, 747, 837, 763]
banner-shape bbox=[68, 482, 176, 500]
dam-wall-shape bbox=[394, 860, 564, 886]
dot-black bbox=[880, 1440, 888, 1448]
dam-body-3: ಅಣೆಕಟ್ಟೆಯ ಒಟ್ಟು ಸಾಮರ್ಥ್ಯ 8.5 ಟಿ.ಎಂ.ಸಿ ಆಗಿದ್ದು, ಪ್ರಸ್ತುತ 7.75 ಟಿ.ಎಂ.ಸಿ ನೀರು ಸಂಗ್ರಹವಿದೆ. ಮಳೆಗಾಲದಲ್ಲಿ ಹೆಚ್ಚುವರಿ ನೀರನ್ನು ನದಿಗೆ ಬಿಡಲಾಗುತ್ತದೆ. ಗೇಟ್‌ಗಳ ನಿರ್ವಹಣೆಗೆ ಅನುಭವಿ ತಾಂತ್ರಿಕ ಸಿಬ್ಬಂದಿಯನ್ನು ನಿಯೋಜಿಸಲಾಗಿದೆ. 2025ರ ಅಕ್ಟೋಬರ್‌ನಲ್ಲಿ 48.413 ಟಿ.ಎಂ.ಸಿ ನೀರು ಹರಿಬಿಡಲಾಗಿತ್ತು ಎಂದರು. bbox=[466, 954, 592, 1005]
main-body-left-2: ಕೇಂದ್ರ ಸರಕಾರವು ಕೇರಳಕ್ಕೆ ಅನೇಕ ಯೋಜನೆಗಳನ್ನು ನೀಡಿದರೂ ಇಲ್ಲಿನ ರಾಜ್ಯ ಸರಕಾರಗಳು ಅವುಗಳನ್ನು ಜನರಿಗೆ ತಲುಪಿಸುವಲ್ಲಿ ವಿಫಲವಾಗಿವೆ. ಮಹಿಳೆಯರ ಸಬಲೀಕರಣಕ್ಕಾಗಿ ಕೇಂದ್ರದ ಹಲವು ಯೋಜನೆಗಳನ್ನು ಜಾರಿಗೆ ತರಲಾಗಿದೆ ಎಂದರು. bbox=[210, 594, 344, 628]
dot-yellow bbox=[610, 1440, 618, 1448]
dot-cyan bbox=[850, 1440, 858, 1448]
registration-dots-right bbox=[850, 1440, 890, 1450]
court-headline: ಸಮುದಾಯ ಸೇವೆ ಶಿಕ್ಷೆ ವಿಧಿಸಿದ ನ್ಯಾಯಾಲಯ bbox=[706, 770, 860, 823]
